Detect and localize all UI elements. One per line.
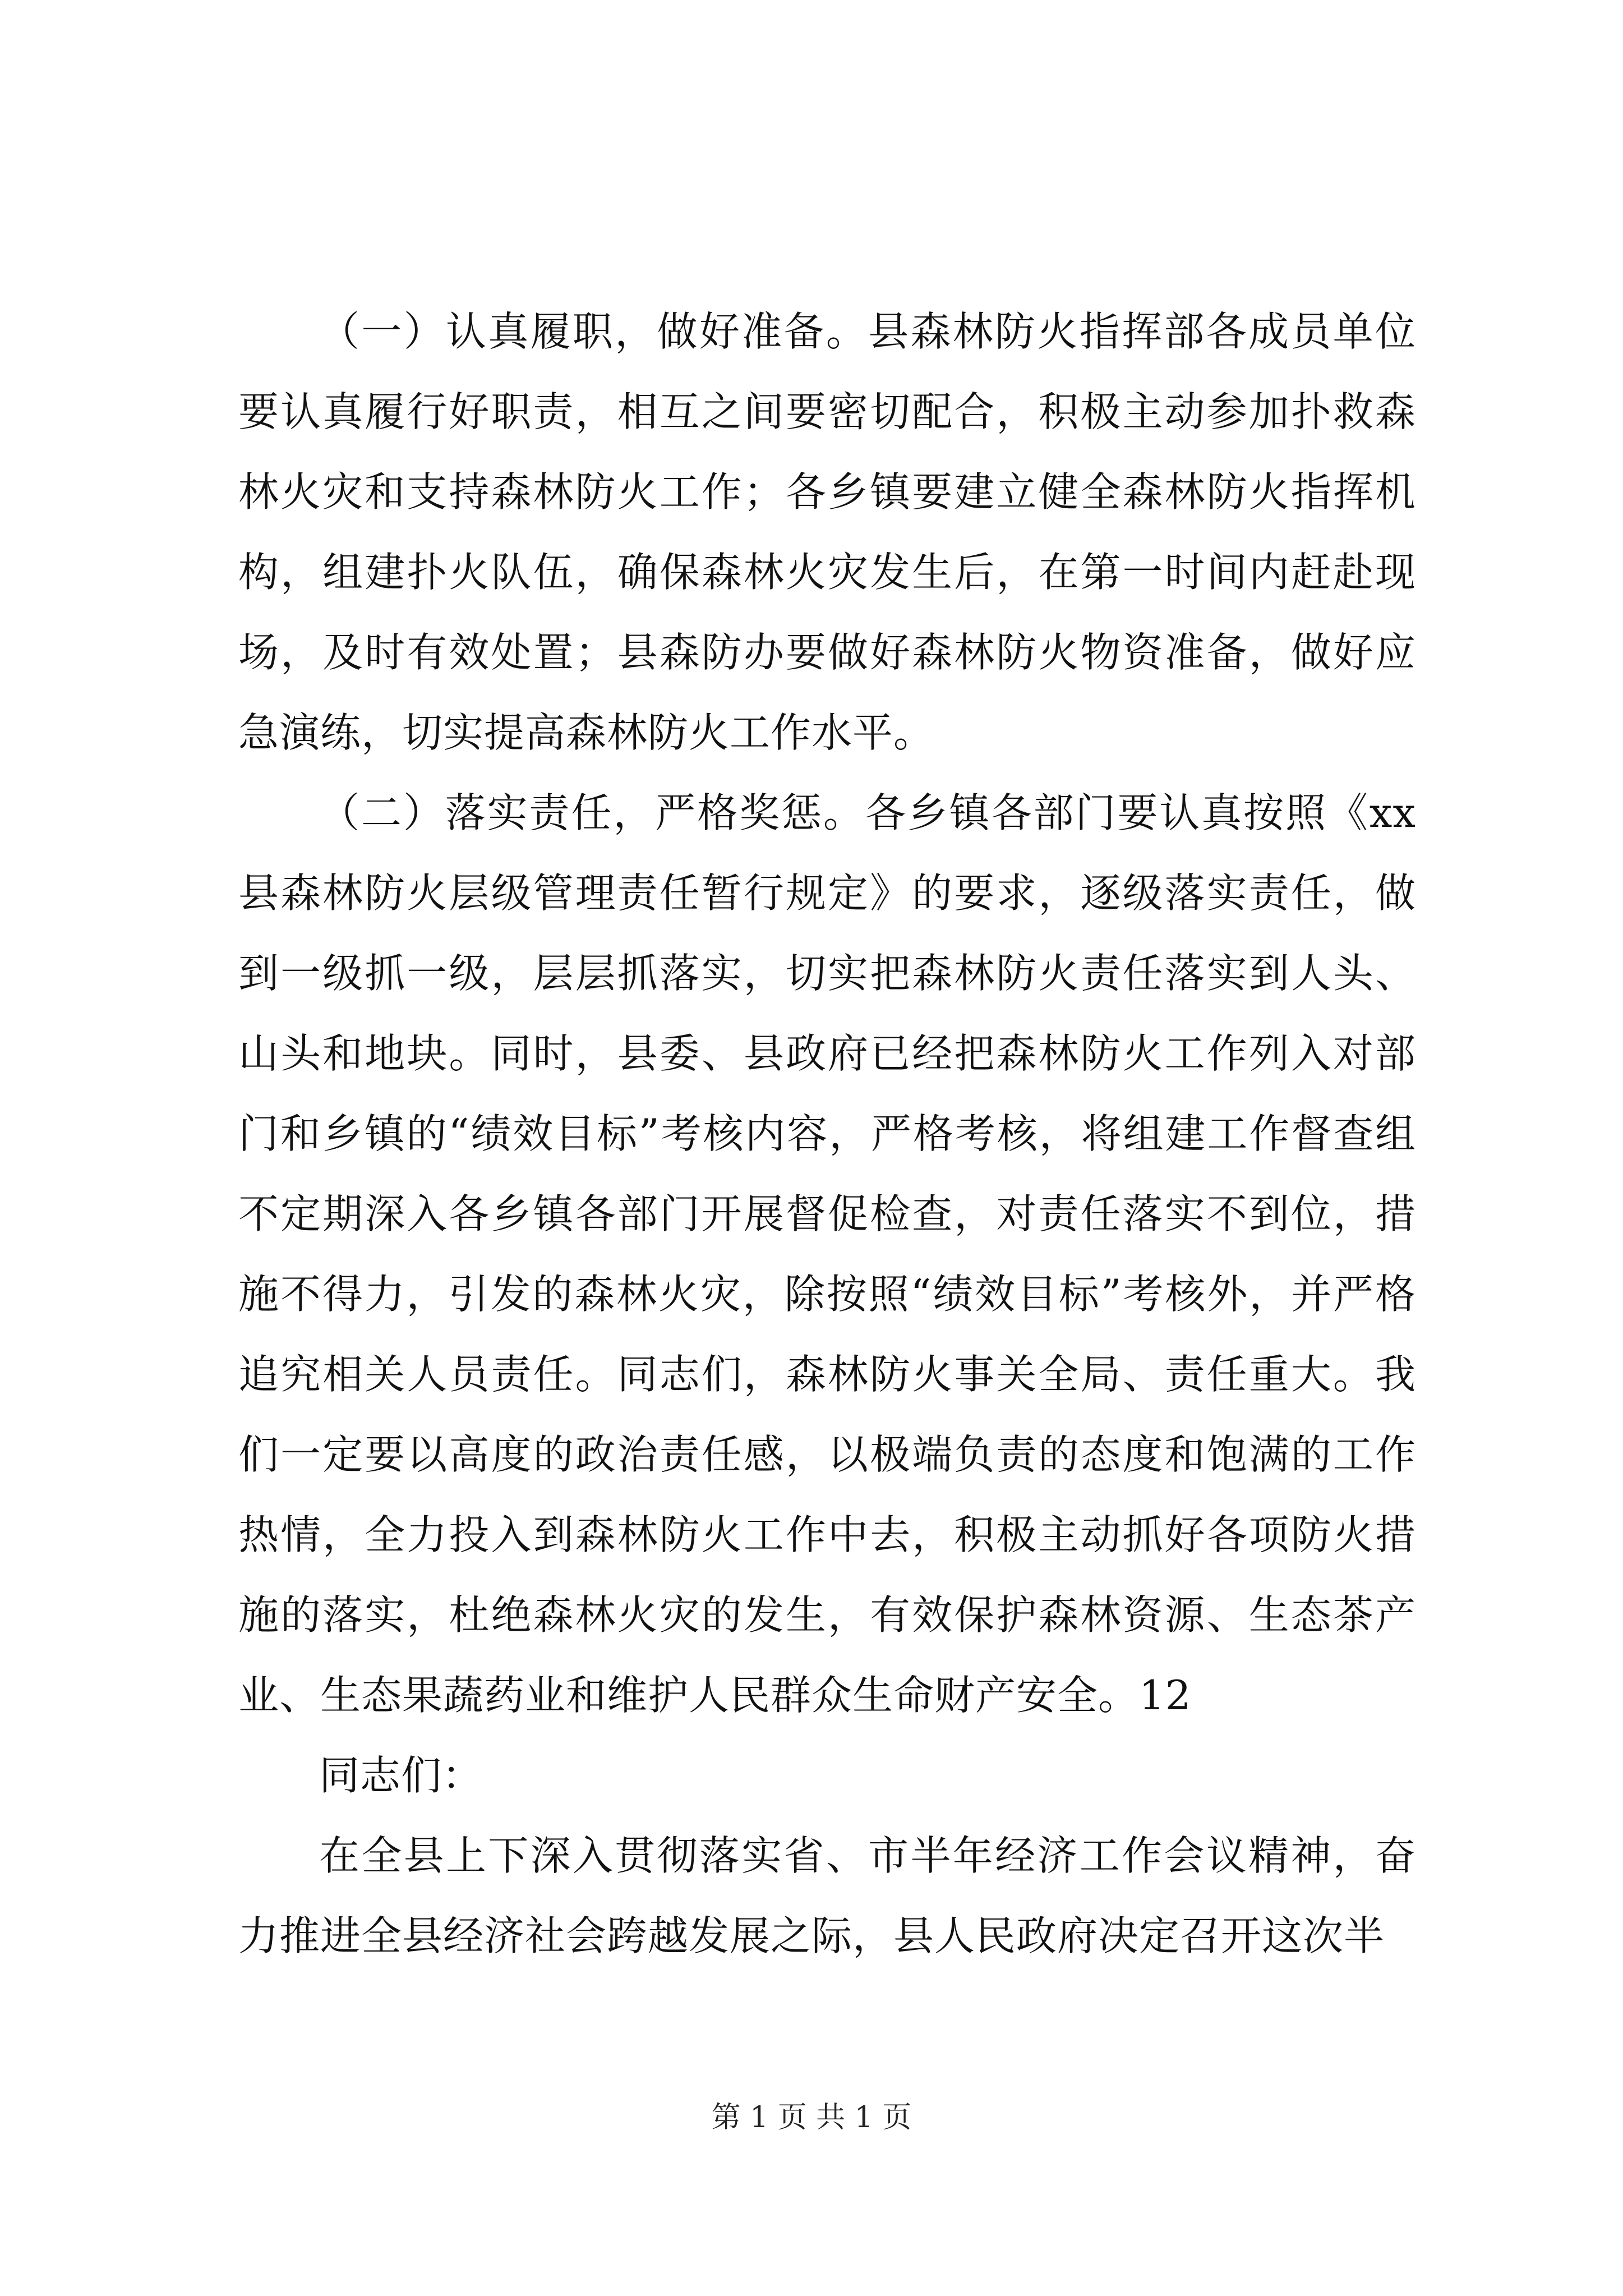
paragraph-3: 同志们： [319, 1752, 483, 1799]
page-footer: 第 1 页 共 1 页 [711, 2101, 912, 2134]
paragraph-2: （二）落实责任，严格奖惩。各乡镇各部门要认真按照《xx县森林防火层级管理责任暂行规定》的要求，逐级落实责任，做到一级抓一级，层层抓落实，切实把森林防火责任落实到人头、山头和地块。同时，县委、县政府已经把森林防火工作列入对部门和乡镇的“绩效目标”考核内容，严格考核，将组建工作督查组不定期深入各乡镇各部门开展督促检查，对责任落实不到位，措施不得力，引发的森林火灾，除按照“绩效目标”考核外，并严格追究相关人员责任。同志们，森林防火事关全局、责任重大。我们一定要以高度的政治责任感，以极端负责的态度和饱满的工作热情，全力投入到森林防火工作中去，积极主动抓好各项防火措施的落实，杜绝森林火灾的发生，有效保护森林资源、生态茶产业、生态果蔬药业和维护人民群众生命财产安全。12 [238, 789, 1416, 1719]
paragraph-1: （一）认真履职，做好准备。县森林防火指挥部各成员单位要认真履行好职责，相互之间要密切配合，积极主动参加扑救森林火灾和支持森林防火工作；各乡镇要建立健全森林防火指挥机构，组建扑火队伍，确保森林火灾发生后，在第一时间内赶赴现场，及时有效处置；县森防办要做好森林防火物资准备，做好应急演练，切实提高森林防火工作水平。 [238, 308, 1416, 756]
document-body [238, 292, 1416, 1976]
paragraph-4: 在全县上下深入贯彻落实省、市半年经济工作会议精神，奋力推进全县经济社会跨越发展之际，县人民政府决定召开这次半 [238, 1832, 1416, 1959]
